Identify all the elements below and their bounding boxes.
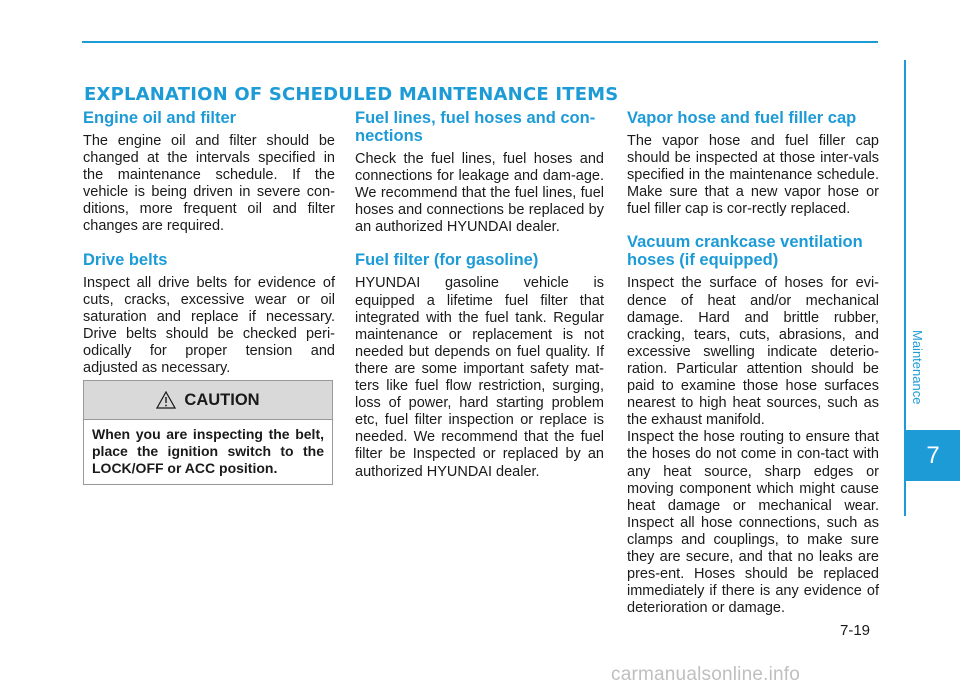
column-3 — [627, 109, 879, 617]
paragraph-vacuum-crankcase-1: Inspect the surface of hoses for evi-dence of heat and/or mechanical damage. Hard and brittle rubber, cracking, tears, cuts, abrasions, and excessive swelling indicate deterio-ration. Particular attention should be paid to examine those hose surfaces nearest to high heat sources, such as the exhaust manifold. — [627, 275, 879, 429]
column-2 — [355, 109, 604, 481]
paragraph-vapor-hose: The vapor hose and fuel filler cap should be inspected at those inter-vals specified in the maintenance schedule. Make sure that a new vapor hose or fuel filler cap is cor-rectly replaced. — [627, 133, 879, 218]
top-rule — [82, 41, 878, 43]
heading-engine-oil: Engine oil and filter — [83, 109, 237, 127]
side-tab-label: Maintenance — [910, 330, 925, 405]
heading-vacuum-crankcase: Vacuum crankcase ventilation hoses (if equipped) — [627, 233, 863, 270]
warning-triangle-icon — [156, 391, 176, 409]
caution-box — [83, 380, 333, 485]
paragraph-fuel-lines: Check the fuel lines, fuel hoses and connections for leakage and dam-age. We recommend that the fuel lines, fuel hoses and connections be replaced by an authorized HYUNDAI dealer. — [355, 151, 604, 236]
heading-fuel-filter: Fuel filter (for gasoline) — [355, 251, 539, 270]
heading-drive-belts: Drive belts — [83, 250, 168, 269]
chapter-number: 7 — [906, 430, 960, 481]
page-number: 7-19 — [840, 622, 871, 639]
watermark: carmanualsonline.info — [611, 664, 801, 685]
paragraph-vacuum-crankcase-2: Inspect the hose routing to ensure that the hoses do not come in con-tact with any heat source, sharp edges or moving component which might cause heat damage or mechanical wear. Inspect all hose connections, such as clamps and couplings, to make sure they are secure, and that no leaks are pres-ent. Hoses should be replaced immediately if there is any evidence of deterioration or damage. — [627, 429, 879, 617]
caution-header — [84, 381, 332, 420]
caution-label: CAUTION — [184, 390, 260, 409]
heading-vapor-hose: Vapor hose and fuel filler cap — [627, 109, 857, 127]
paragraph-engine-oil: The engine oil and filter should be changed at the intervals specified in the maintenance schedule. If the vehicle is being driven in severe con-ditions, more frequent oil and filter changes are required. — [83, 133, 335, 235]
paragraph-drive-belts: Inspect all drive belts for evidence of cuts, cracks, excessive wear or oil saturation and replace if necessary. Drive belts should be checked peri-odically for proper tension and adjusted as necessary. — [83, 274, 335, 377]
paragraph-fuel-filter: HYUNDAI gasoline vehicle is equipped a lifetime fuel filter that integrated with the fuel tank. Regular maintenance or replacement is not needed but depends on fuel quality. If there are some important safety mat-ters like fuel flow restriction, surging, loss of power, hard starting problem etc, fuel filter inspection or replace is needed. We recommend that the fuel filter be Inspected or replaced by an authorized HYUNDAI dealer. — [355, 275, 604, 480]
column-1 — [83, 109, 335, 377]
caution-text: When you are inspecting the belt, place the ignition switch to the LOCK/OFF or ACC position. — [92, 426, 324, 476]
heading-fuel-lines: Fuel lines, fuel hoses and con-nections — [355, 109, 596, 145]
section-title: EXPLANATION OF SCHEDULED MAINTENANCE ITEMS — [84, 84, 619, 105]
